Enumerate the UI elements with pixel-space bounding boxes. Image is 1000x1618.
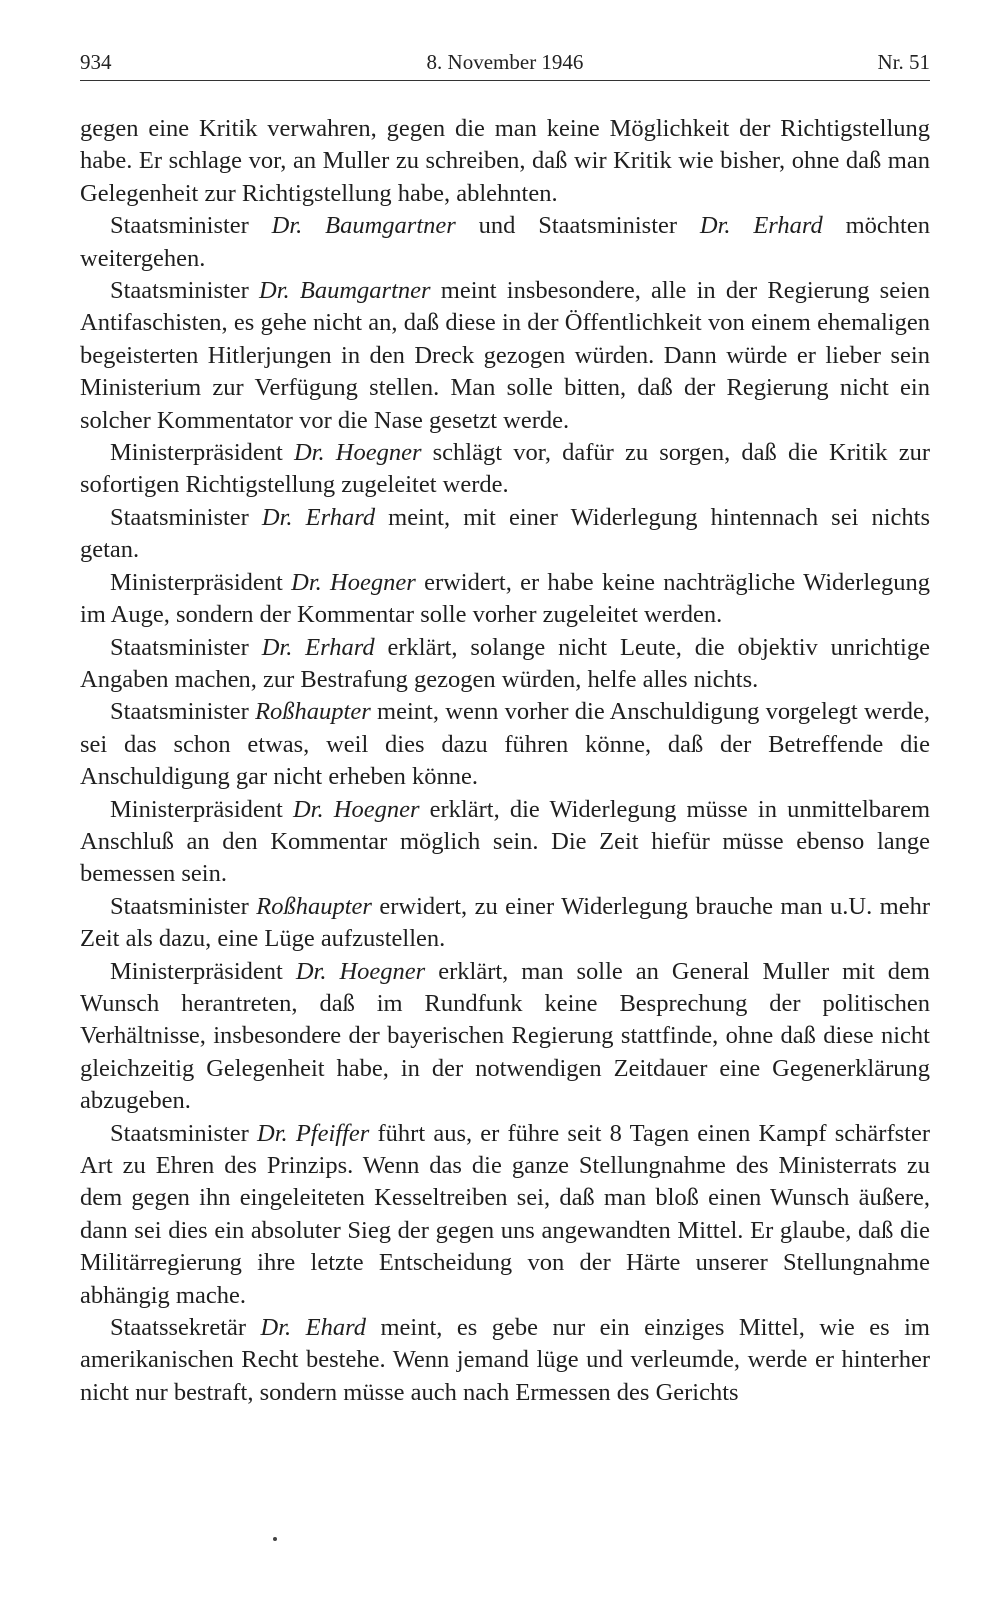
- paragraph-text: gegen eine Kritik verwahren, gegen die man keine Möglichkeit der Richtigstellung habe. Er schlage vor, an Muller zu schreiben, daß wir Kritik wie bisher, ohne daß man Gelegenheit zur Richtigstellung habe, ablehnten.: [80, 115, 930, 207]
- paragraph-text: Ministerpräsident: [110, 439, 294, 467]
- page-header: [80, 46, 930, 78]
- paragraph-text: Staatsminister: [110, 1119, 258, 1147]
- paragraph-text: führt aus, er führe seit 8 Tagen einen Kampf schärfster Art zu Ehren des Prinzips. Wenn das die ganze Stellungnahme des Ministerrats zu dem gegen ihn eingeleiteten Kesseltreiben sei, daß man bloß einen Wunsch äußere, dann sei dies ein absoluter Sieg der gegen uns angewandten Mittel. Er glaube, daß die Militärregierung ihre letzte Entscheidung von der Härte unserer Stellungnahme abhängig mache.: [80, 1119, 930, 1309]
- paragraph: [80, 437, 930, 502]
- paragraph-text: schlägt vor, dafür zu sorgen, daß die Kritik zur sofortigen Richtigstellung zugeleitet werde.: [80, 439, 930, 499]
- paragraph-text: Staatsminister: [110, 633, 262, 661]
- speaker-name: Dr. Hoegner: [291, 568, 416, 596]
- speaker-name: Dr. Hoegner: [295, 957, 426, 985]
- paragraph: [80, 696, 930, 793]
- paragraph-text: erklärt, man solle an General Muller mit dem Wunsch herantreten, daß im Rundfunk keine Besprechung der politischen Verhältnisse, insbesondere der bayerischen Regierung stattfinde, ohne daß diese nicht gleichzeitig Gelegenheit habe, in der notwendigen Zeitdauer eine Gegenerklärung abzugeben.: [80, 957, 930, 1115]
- speck-mark: [273, 1537, 277, 1541]
- paragraph: [80, 891, 930, 956]
- paragraph-text: meint insbesondere, alle in der Regierung seien Antifaschisten, es gehe nicht an, daß diese in der Öffentlichkeit von einem ehemaligen begeisterten Hitlerjungen in den Dreck gezogen würden. Dann würde er lieber sein Ministerium zur Verfügung stellen. Man solle bitten, daß der Regierung nicht ein solcher Kommentator vor die Nase gesetzt werde.: [80, 277, 930, 434]
- paragraph-text: Ministerpräsident: [110, 568, 292, 596]
- speaker-name: Dr. Baumgartner: [271, 212, 456, 240]
- paragraph: [80, 275, 930, 437]
- paragraph-text: Staatsminister: [110, 212, 272, 240]
- paragraph-text: meint, wenn vorher die Anschuldigung vorgelegt werde, sei das schon etwas, weil dies dazu führen könne, daß der Betreffende die Anschuldigung gar nicht erheben könne.: [80, 698, 930, 791]
- paragraph: [80, 113, 930, 210]
- paragraph: [80, 956, 930, 1118]
- speaker-name: Dr. Hoegner: [292, 795, 420, 823]
- paragraph-text: erwidert, er habe keine nachträgliche Widerlegung im Auge, sondern der Kommentar solle vorher zugeleitet werden.: [80, 568, 930, 629]
- paragraph-text: erklärt, die Widerlegung müsse in unmittelbarem Anschluß an den Kommentar möglich sein. Die Zeit hiefür müsse ebenso lange bemessen sein.: [80, 795, 931, 888]
- header-rule: [80, 80, 930, 81]
- paragraph: [80, 1118, 930, 1312]
- speaker-name: Roßhaupter: [255, 698, 371, 726]
- paragraph: [80, 502, 930, 567]
- paragraph-text: Staatssekretär: [110, 1314, 261, 1342]
- paragraph-text: Staatsminister: [110, 698, 256, 726]
- speaker-name: Dr. Erhard: [261, 633, 375, 661]
- paragraph-text: Ministerpräsident: [110, 957, 296, 985]
- paragraph: [80, 632, 930, 697]
- paragraph: [80, 1312, 930, 1409]
- paragraph-text: erklärt, solange nicht Leute, die objektiv unrichtige Angaben machen, zur Bestrafung gezogen würden, helfe alles nichts.: [80, 633, 930, 693]
- paragraph: [80, 794, 930, 891]
- paragraph-text: Staatsminister: [110, 503, 262, 531]
- speaker-name: Dr. Erhard: [699, 212, 823, 240]
- paragraph-text: meint, es gebe nur ein einziges Mittel, wie es im amerikanischen Recht bestehe. Wenn jemand lüge und verleumde, werde er hinterher nicht nur bestraft, sondern müsse auch nach Ermessen des Gerichts: [80, 1314, 930, 1406]
- paragraph-text: Staatsminister: [110, 892, 257, 920]
- paragraph-text: und Staatsminister: [455, 212, 700, 240]
- header-date: 8. November 1946: [426, 50, 584, 74]
- paragraph-text: Staatsminister: [110, 277, 260, 305]
- paragraph-text: meint, mit einer Widerlegung hintennach sei nichts getan.: [80, 503, 930, 564]
- paragraph: [80, 567, 930, 632]
- document-body: [80, 113, 930, 1409]
- page-number: 934: [80, 50, 112, 74]
- speaker-name: Dr. Erhard: [261, 503, 376, 531]
- paragraph-text: erwidert, zu einer Widerlegung brauche man u.U. mehr Zeit als dazu, eine Lüge aufzustellen.: [80, 892, 930, 953]
- speaker-name: Roßhaupter: [256, 892, 372, 920]
- speaker-name: Dr. Baumgartner: [259, 277, 431, 305]
- speaker-name: Dr. Hoegner: [293, 439, 422, 467]
- speaker-name: Dr. Pfeiffer: [257, 1119, 370, 1147]
- paragraph-text: Ministerpräsident: [110, 795, 293, 823]
- issue-number: Nr. 51: [877, 50, 930, 74]
- paragraph: [80, 210, 930, 275]
- speaker-name: Dr. Ehard: [260, 1314, 367, 1342]
- paragraph-text: möchten weitergehen.: [80, 212, 930, 272]
